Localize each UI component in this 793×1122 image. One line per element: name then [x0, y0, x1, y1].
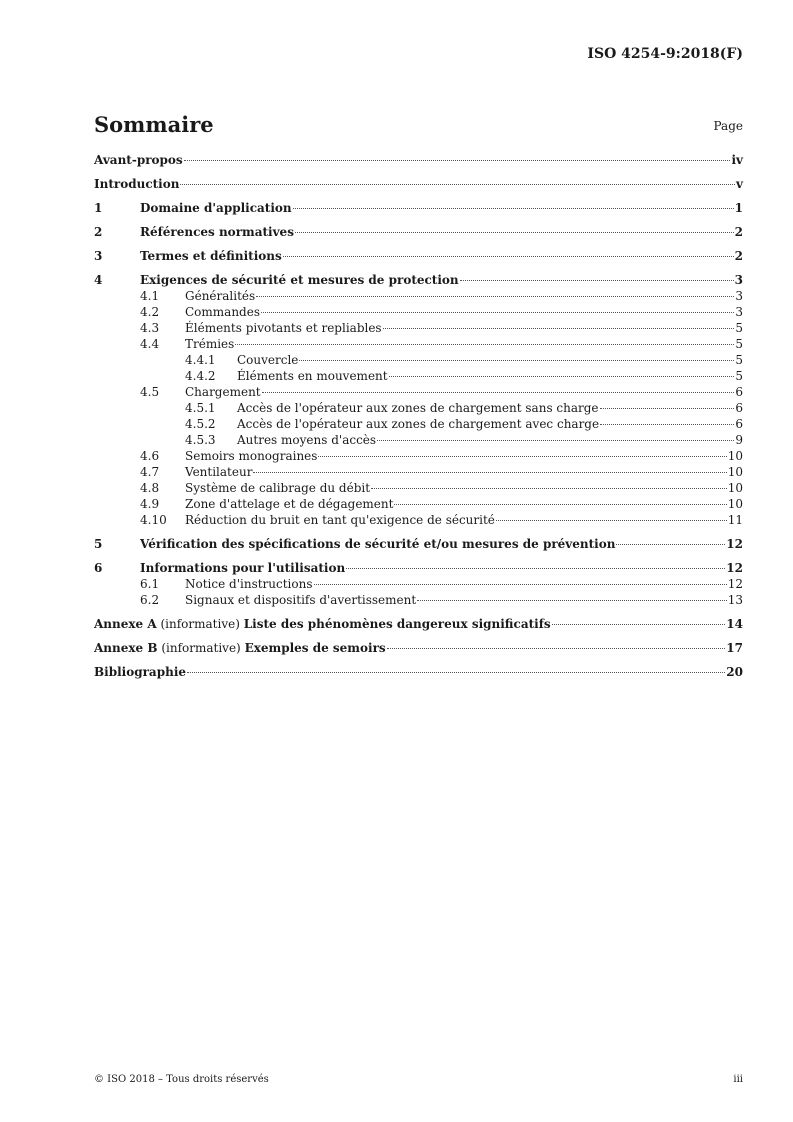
toc-entry-clause-4[interactable]: [94, 272, 743, 288]
toc-entry-title: Introduction: [94, 177, 180, 191]
toc-entry-number: 4.6: [140, 449, 160, 463]
toc-entry-number: 4.3: [140, 321, 160, 335]
dot-leader: [295, 232, 734, 233]
document-id: ISO 4254-9:2018(F): [587, 46, 743, 62]
dot-leader: [318, 456, 726, 457]
toc-entry-title: Généralités: [185, 289, 256, 303]
table-of-contents: [94, 152, 743, 680]
toc-entry-page: 3: [735, 289, 743, 303]
toc-entry-title: Références normatives: [140, 225, 294, 239]
toc-entry-6-2[interactable]: [94, 592, 743, 608]
toc-entry-page: 6: [735, 417, 743, 431]
annex-label: Annexe A: [94, 617, 157, 631]
toc-entry-page: 10: [727, 449, 743, 463]
toc-entry-page: 2: [734, 249, 743, 263]
toc-entry-number: 4.5.2: [185, 417, 216, 431]
dot-leader: [496, 520, 727, 521]
toc-entry-page: 10: [727, 481, 743, 495]
page-column-label: Page: [713, 119, 743, 133]
toc-entry-page: 2: [734, 225, 743, 239]
toc-entry-page: 17: [726, 641, 743, 655]
toc-entry-number: 4.2: [140, 305, 160, 319]
toc-entry-page: 12: [726, 537, 743, 551]
toc-entry-4-1[interactable]: [94, 288, 743, 304]
toc-entry-page: 5: [735, 337, 743, 351]
toc-entry-number: 4: [94, 273, 103, 287]
toc-entry-4-3[interactable]: [94, 320, 743, 336]
annex-title: Liste des phénomènes dangereux significatifs: [243, 617, 551, 631]
toc-entry-number: 6.1: [140, 577, 160, 591]
toc-entry-introduction[interactable]: [94, 176, 743, 192]
toc-entry-title: Avant-propos: [94, 153, 183, 167]
toc-entry-title: Accès de l'opérateur aux zones de chargement avec charge: [237, 417, 600, 431]
dot-leader: [600, 424, 734, 425]
toc-entry-page: 10: [727, 497, 743, 511]
toc-entry-page: v: [736, 177, 743, 191]
toc-entry-title: Notice d'instructions: [185, 577, 313, 591]
dot-leader: [389, 376, 735, 377]
toc-entry-page: 3: [734, 273, 743, 287]
toc-title: Sommaire: [94, 112, 214, 137]
annex-type: (informative): [156, 617, 244, 631]
toc-entry-number: 4.4.1: [185, 353, 216, 367]
dot-leader: [600, 408, 735, 409]
dot-leader: [253, 472, 726, 473]
toc-entry-clause-6[interactable]: [94, 560, 743, 576]
toc-entry-4-4[interactable]: [94, 336, 743, 352]
toc-entry-page: 12: [726, 561, 743, 575]
toc-entry-4-4-2[interactable]: [94, 368, 743, 384]
toc-entry-number: 4.9: [140, 497, 160, 511]
toc-entry-clause-3[interactable]: [94, 248, 743, 264]
toc-entry-annex-a[interactable]: [94, 616, 743, 632]
toc-entry-number: 4.8: [140, 481, 160, 495]
footer-copyright: © ISO 2018 – Tous droits réservés: [94, 1074, 269, 1085]
toc-entry-4-5-2[interactable]: [94, 416, 743, 432]
toc-entry-page: 6: [735, 385, 743, 399]
annex-title: Exemples de semoirs: [244, 641, 386, 655]
toc-entry-4-8[interactable]: [94, 480, 743, 496]
toc-entry-title: Bibliographie: [94, 665, 187, 679]
toc-entry-4-5[interactable]: [94, 384, 743, 400]
dot-leader: [314, 584, 727, 585]
toc-entry-number: 4.4.2: [185, 369, 216, 383]
toc-entry-page: 1: [734, 201, 743, 215]
toc-entry-page: 12: [727, 577, 743, 591]
toc-entry-6-1[interactable]: [94, 576, 743, 592]
toc-entry-title: Commandes: [185, 305, 260, 319]
toc-entry-title: [94, 616, 551, 632]
toc-entry-number: 6.2: [140, 593, 160, 607]
toc-entry-number: 4.10: [140, 513, 167, 527]
dot-leader: [371, 488, 727, 489]
dot-leader: [180, 184, 735, 185]
toc-entry-number: 6: [94, 561, 103, 575]
toc-entry-number: 4.4: [140, 337, 160, 351]
toc-entry-page: 5: [735, 353, 743, 367]
toc-entry-title: Réduction du bruit en tant qu'exigence de sécurité: [185, 513, 495, 527]
toc-entry-title: Domaine d'application: [140, 201, 292, 215]
dot-leader: [299, 360, 734, 361]
toc-entry-clause-2[interactable]: [94, 224, 743, 240]
dot-leader: [394, 504, 726, 505]
dot-leader: [460, 280, 734, 281]
toc-entry-page: 3: [735, 305, 743, 319]
toc-entry-page: 10: [727, 465, 743, 479]
toc-entry-clause-5[interactable]: [94, 536, 743, 552]
toc-entry-title: Signaux et dispositifs d'avertissement: [185, 593, 417, 607]
dot-leader: [261, 312, 734, 313]
toc-entry-title: Éléments pivotants et repliables: [185, 321, 382, 335]
toc-entry-title: Accès de l'opérateur aux zones de chargement sans charge: [237, 401, 599, 415]
toc-entry-title: Vérification des spécifications de sécurité et/ou mesures de prévention: [140, 537, 616, 551]
dot-leader: [262, 392, 735, 393]
toc-entry-number: 4.7: [140, 465, 160, 479]
toc-entry-title: Semoirs monograines: [185, 449, 318, 463]
toc-entry-title: Couvercle: [237, 353, 299, 367]
toc-entry-bibliography[interactable]: [94, 664, 743, 680]
toc-entry-number: 1: [94, 201, 103, 215]
toc-entry-title: Chargement: [185, 385, 261, 399]
toc-entry-4-10[interactable]: [94, 512, 743, 528]
dot-leader: [387, 648, 726, 649]
annex-label: Annexe B: [94, 641, 158, 655]
toc-entry-page: 5: [735, 369, 743, 383]
toc-entry-number: 5: [94, 537, 103, 551]
toc-entry-4-5-1[interactable]: [94, 400, 743, 416]
dot-leader: [552, 624, 726, 625]
toc-entry-page: iv: [731, 153, 743, 167]
annex-type: (informative): [157, 641, 245, 655]
toc-entry-title: Exigences de sécurité et mesures de protection: [140, 273, 459, 287]
toc-entry-title: Système de calibrage du débit: [185, 481, 371, 495]
toc-entry-number: 4.5.1: [185, 401, 216, 415]
dot-leader: [187, 672, 725, 673]
footer-page-number: iii: [733, 1074, 743, 1085]
toc-entry-page: 13: [727, 593, 743, 607]
toc-entry-page: 14: [726, 617, 743, 631]
dot-leader: [184, 160, 731, 161]
toc-entry-page: 5: [735, 321, 743, 335]
toc-entry-number: 4.5.3: [185, 433, 216, 447]
toc-entry-title: Informations pour l'utilisation: [140, 561, 346, 575]
toc-entry-page: 11: [727, 513, 743, 527]
dot-leader: [283, 256, 734, 257]
dot-leader: [616, 544, 725, 545]
toc-entry-clause-1[interactable]: [94, 200, 743, 216]
toc-entry-4-5-3[interactable]: [94, 432, 743, 448]
toc-entry-title: [94, 640, 386, 656]
toc-entry-title: Autres moyens d'accès: [237, 433, 377, 447]
toc-entry-number: 4.5: [140, 385, 160, 399]
toc-entry-title: Ventilateur: [185, 465, 253, 479]
dot-leader: [235, 344, 734, 345]
toc-entry-title: Zone d'attelage et de dégagement: [185, 497, 394, 511]
toc-entry-avant-propos[interactable]: [94, 152, 743, 168]
toc-entry-title: Trémies: [185, 337, 235, 351]
dot-leader: [377, 440, 734, 441]
toc-entry-number: 2: [94, 225, 103, 239]
toc-entry-4-6[interactable]: [94, 448, 743, 464]
toc-entry-annex-b[interactable]: [94, 640, 743, 656]
toc-entry-number: 3: [94, 249, 103, 263]
toc-entry-title: Termes et définitions: [140, 249, 282, 263]
toc-entry-4-4-1[interactable]: [94, 352, 743, 368]
dot-leader: [256, 296, 734, 297]
toc-entry-title: Éléments en mouvement: [237, 369, 388, 383]
toc-entry-page: 9: [735, 433, 743, 447]
toc-entry-page: 6: [735, 401, 743, 415]
toc-entry-4-7[interactable]: [94, 464, 743, 480]
toc-entry-4-9[interactable]: [94, 496, 743, 512]
toc-entry-page: 20: [726, 665, 743, 679]
dot-leader: [417, 600, 727, 601]
toc-entry-number: 4.1: [140, 289, 160, 303]
dot-leader: [383, 328, 735, 329]
toc-entry-4-2[interactable]: [94, 304, 743, 320]
dot-leader: [293, 208, 734, 209]
dot-leader: [346, 568, 725, 569]
